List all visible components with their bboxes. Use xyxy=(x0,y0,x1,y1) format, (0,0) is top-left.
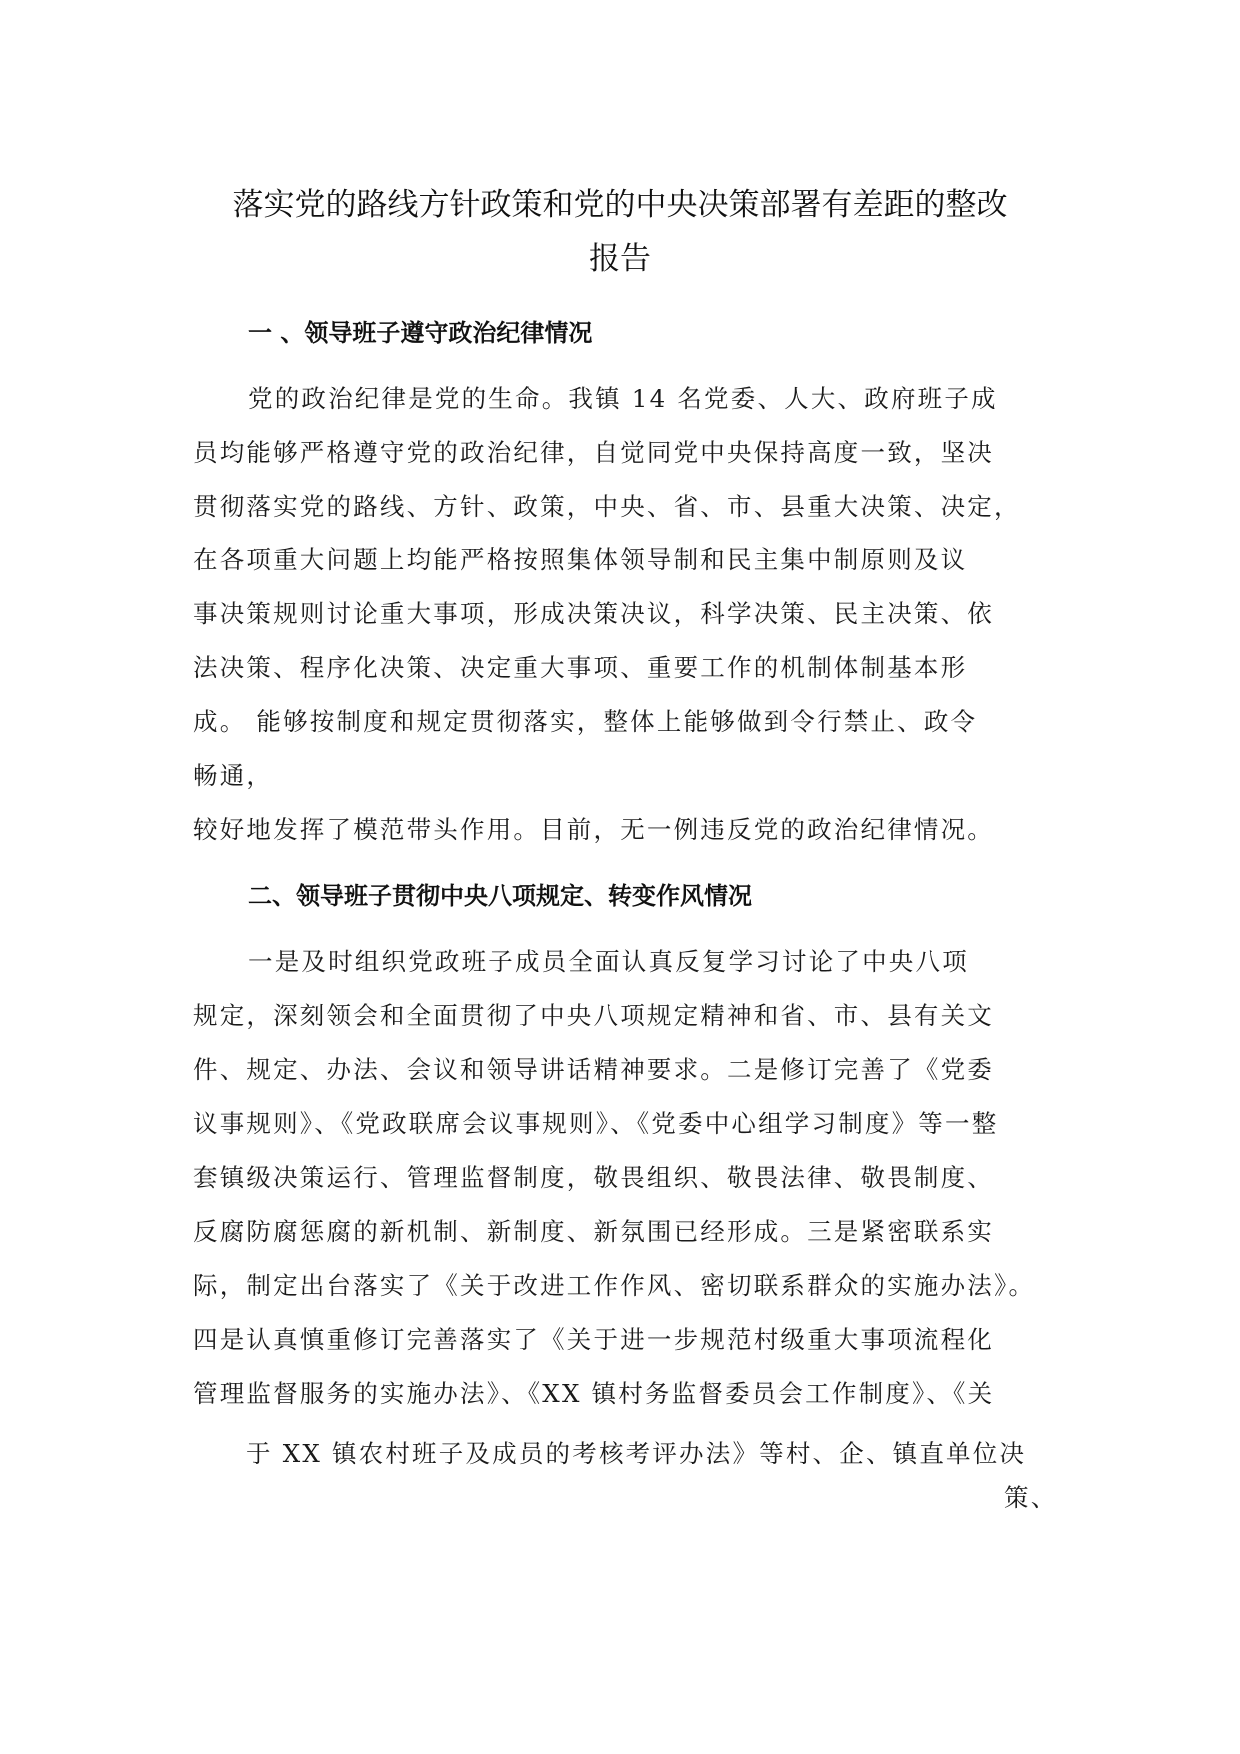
document-title-line-1: 落实党的路线方针政策和党的中央决策部署有差距的整改 xyxy=(232,187,1008,223)
section-2-line: 规定，深刻领会和全面贯彻了中央八项规定精神和省、市、县有关文 xyxy=(193,1001,994,1030)
section-1-line: 畅通， xyxy=(193,761,274,790)
section-2-line: 策、 xyxy=(1004,1483,1058,1512)
section-2-line: 四是认真慎重修订完善落实了《关于进一步规范村级重大事项流程化 xyxy=(193,1325,994,1354)
section-2-heading: 二、领导班子贯彻中央八项规定、转变作风情况 xyxy=(248,882,752,910)
section-1-line: 员均能够严格遵守党的政治纪律，自觉同党中央保持高度一致，坚决 xyxy=(193,438,994,467)
section-2-line: 议事规则》、《党政联席会议事规则》、《党委中心组学习制度》等一整 xyxy=(193,1109,999,1138)
section-2-line: 件、规定、办法、会议和领导讲话精神要求。二是修订完善了《党委 xyxy=(193,1055,994,1084)
section-1-line: 党的政治纪律是党的生命。我镇 14 名党委、人大、政府班子成 xyxy=(248,384,998,413)
document-title-line-2: 报告 xyxy=(589,241,651,277)
section-1-line: 在各项重大问题上均能严格按照集体领导制和民主集中制原则及议 xyxy=(193,545,968,574)
section-1-line: 事决策规则讨论重大事项，形成决策决议，科学决策、民主决策、依 xyxy=(193,599,994,628)
section-2-line: 际，制定出台落实了《关于改进工作作风、密切联系群众的实施办法》。 xyxy=(193,1271,1036,1300)
section-2-line: 管理监督服务的实施办法》、《XX 镇村务监督委员会工作制度》、《关 xyxy=(193,1379,995,1408)
section-2-line: 于 XX 镇农村班子及成员的考核考评办法》等村、企、镇直单位决 xyxy=(246,1439,1027,1468)
section-2-line: 套镇级决策运行、管理监督制度，敬畏组织、敬畏法律、敬畏制度、 xyxy=(193,1163,994,1192)
section-2-line: 反腐防腐惩腐的新机制、新制度、新氛围已经形成。三是紧密联系实 xyxy=(193,1217,994,1246)
section-1-heading: 一 、领导班子遵守政治纪律情况 xyxy=(248,319,593,347)
section-2-line: 一是及时组织党政班子成员全面认真反复学习讨论了中央八项 xyxy=(248,947,969,976)
section-1-line: 成。 能够按制度和规定贯彻落实，整体上能够做到令行禁止、政令 xyxy=(193,707,978,736)
section-1-line: 法决策、程序化决策、决定重大事项、重要工作的机制体制基本形 xyxy=(193,653,968,682)
section-1-line: 贯彻落实党的路线、方针、政策，中央、省、市、县重大决策、决定， xyxy=(193,492,1021,521)
section-1-line: 较好地发挥了模范带头作用。目前，无一例违反党的政治纪律情况。 xyxy=(193,815,994,844)
